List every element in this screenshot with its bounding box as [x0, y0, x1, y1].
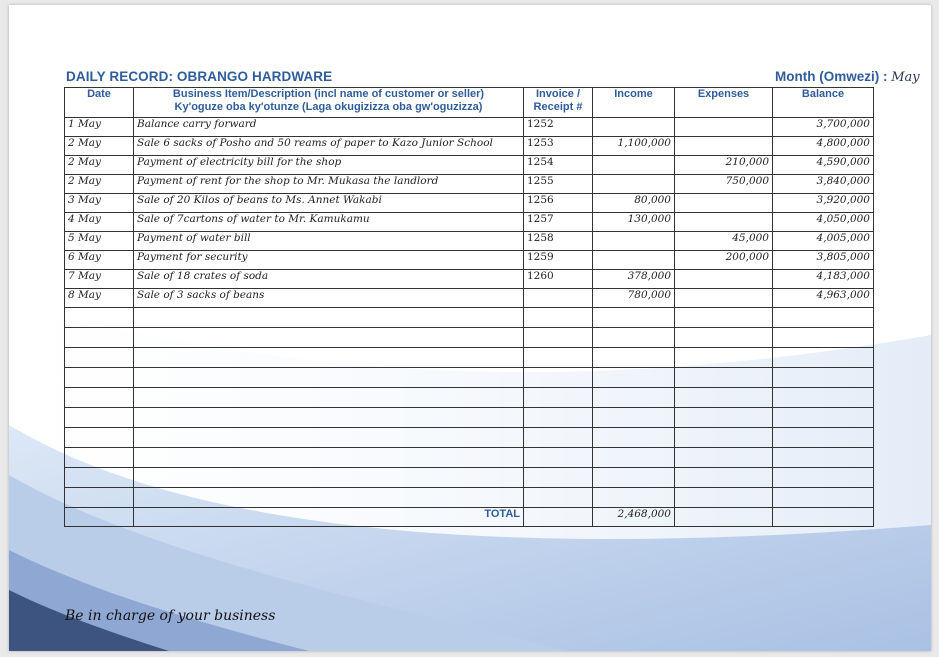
table-row [65, 251, 874, 270]
income-cell [593, 232, 675, 251]
column-header-description [134, 88, 524, 118]
month-value: May [891, 70, 920, 85]
empty-cell [593, 488, 675, 508]
empty-cell [65, 448, 134, 468]
empty-cell [134, 368, 524, 388]
empty-cell [134, 448, 524, 468]
income-cell [593, 175, 675, 194]
expenses-cell [675, 289, 773, 308]
table-row [65, 194, 874, 213]
expenses-cell [675, 194, 773, 213]
empty-table-row [65, 308, 874, 328]
empty-cell [134, 488, 524, 508]
description-cell: Sale 6 sacks of Posho and 50 reams of paper to Kazo Junior School [134, 137, 524, 156]
description-cell: Sale of 20 Kilos of beans to Ms. Annet Wakabi [134, 194, 524, 213]
expenses-cell [675, 118, 773, 137]
empty-cell [134, 328, 524, 348]
total-row [65, 508, 874, 527]
expenses-cell [675, 137, 773, 156]
invoice-cell: 1259 [524, 251, 593, 270]
expenses-cell: 210,000 [675, 156, 773, 175]
description-header-luganda: Ky'oguze oba ky'otunze (Laga okugizizza oba gw'oguzizza) [174, 101, 483, 113]
total-label: TOTAL [134, 508, 524, 527]
date-cell: 2 May [65, 137, 134, 156]
empty-cell [134, 348, 524, 368]
empty-cell [593, 368, 675, 388]
empty-cell [65, 348, 134, 368]
balance-cell: 4,590,000 [773, 156, 874, 175]
empty-cell [593, 388, 675, 408]
empty-table-row [65, 328, 874, 348]
description-cell: Payment of water bill [134, 232, 524, 251]
empty-cell [593, 428, 675, 448]
description-cell: Payment of electricity bill for the shop [134, 156, 524, 175]
empty-cell [524, 468, 593, 488]
invoice-cell [524, 289, 593, 308]
income-cell [593, 251, 675, 270]
balance-cell: 4,800,000 [773, 137, 874, 156]
empty-cell [524, 308, 593, 328]
empty-cell [675, 348, 773, 368]
total-balance-cell [773, 508, 874, 527]
date-cell: 5 May [65, 232, 134, 251]
month-field [691, 69, 931, 85]
empty-table-row [65, 448, 874, 468]
empty-cell [675, 468, 773, 488]
total-expenses-cell [675, 508, 773, 527]
invoice-header-line1: Invoice / [535, 88, 581, 100]
balance-cell: 3,805,000 [773, 251, 874, 270]
column-header-invoice [524, 88, 593, 118]
empty-cell [773, 388, 874, 408]
empty-cell [773, 368, 874, 388]
description-cell: Sale of 7cartons of water to Mr. Kamukamu [134, 213, 524, 232]
total-empty-cell [65, 508, 134, 527]
invoice-cell: 1253 [524, 137, 593, 156]
empty-cell [524, 488, 593, 508]
empty-cell [675, 428, 773, 448]
footer-tagline: Be in charge of your business [65, 608, 276, 624]
table-row [65, 118, 874, 137]
invoice-cell: 1256 [524, 194, 593, 213]
empty-cell [593, 468, 675, 488]
empty-table-row [65, 488, 874, 508]
description-cell: Sale of 18 crates of soda [134, 270, 524, 289]
expenses-cell [675, 213, 773, 232]
empty-cell [524, 448, 593, 468]
expenses-cell: 750,000 [675, 175, 773, 194]
date-cell: 2 May [65, 156, 134, 175]
empty-cell [773, 408, 874, 428]
expenses-cell [675, 270, 773, 289]
balance-cell: 3,840,000 [773, 175, 874, 194]
month-label: Month (Omwezi) : [775, 69, 888, 84]
total-invoice-cell [524, 508, 593, 527]
empty-cell [675, 488, 773, 508]
empty-cell [524, 328, 593, 348]
empty-table-row [65, 408, 874, 428]
description-cell: Payment of rent for the shop to Mr. Mukasa the landlord [134, 175, 524, 194]
income-cell [593, 118, 675, 137]
empty-cell [773, 328, 874, 348]
empty-cell [773, 468, 874, 488]
table-row [65, 289, 874, 308]
balance-cell: 4,005,000 [773, 232, 874, 251]
empty-table-row [65, 428, 874, 448]
description-cell: Balance carry forward [134, 118, 524, 137]
empty-table-row [65, 368, 874, 388]
empty-cell [773, 448, 874, 468]
invoice-cell: 1258 [524, 232, 593, 251]
empty-cell [65, 468, 134, 488]
column-header-balance: Balance [773, 88, 874, 118]
empty-cell [675, 368, 773, 388]
date-cell: 2 May [65, 175, 134, 194]
column-header-expenses: Expenses [675, 88, 773, 118]
empty-cell [65, 368, 134, 388]
empty-cell [524, 348, 593, 368]
table-row [65, 137, 874, 156]
description-cell: Sale of 3 sacks of beans [134, 289, 524, 308]
balance-cell: 4,050,000 [773, 213, 874, 232]
empty-cell [65, 388, 134, 408]
empty-cell [675, 308, 773, 328]
table-row [65, 270, 874, 289]
empty-table-row [65, 468, 874, 488]
empty-cell [134, 308, 524, 328]
empty-cell [593, 348, 675, 368]
invoice-cell: 1257 [524, 213, 593, 232]
date-cell: 8 May [65, 289, 134, 308]
empty-cell [593, 308, 675, 328]
empty-cell [773, 308, 874, 328]
empty-cell [65, 428, 134, 448]
income-cell: 1,100,000 [593, 137, 675, 156]
empty-cell [134, 428, 524, 448]
invoice-cell: 1260 [524, 270, 593, 289]
date-cell: 1 May [65, 118, 134, 137]
empty-cell [593, 448, 675, 468]
total-income: 2,468,000 [593, 508, 675, 527]
date-cell: 6 May [65, 251, 134, 270]
empty-table-row [65, 348, 874, 368]
empty-cell [593, 408, 675, 428]
empty-cell [524, 368, 593, 388]
table-header-row [65, 88, 874, 118]
document-title: DAILY RECORD: OBRANGO HARDWARE [66, 69, 333, 84]
empty-cell [65, 308, 134, 328]
expenses-cell: 200,000 [675, 251, 773, 270]
balance-cell: 4,183,000 [773, 270, 874, 289]
column-header-date: Date [65, 88, 134, 118]
balance-cell: 3,920,000 [773, 194, 874, 213]
income-cell: 378,000 [593, 270, 675, 289]
ledger-body [65, 118, 874, 508]
empty-cell [65, 408, 134, 428]
ledger-table [64, 87, 874, 527]
empty-cell [524, 408, 593, 428]
empty-cell [134, 468, 524, 488]
table-row [65, 175, 874, 194]
ledger-page [9, 5, 931, 651]
empty-cell [675, 408, 773, 428]
invoice-cell: 1255 [524, 175, 593, 194]
empty-cell [134, 388, 524, 408]
empty-cell [773, 488, 874, 508]
balance-cell: 4,963,000 [773, 289, 874, 308]
date-cell: 4 May [65, 213, 134, 232]
table-row [65, 156, 874, 175]
empty-cell [773, 428, 874, 448]
description-header-english: Business Item/Description (incl name of customer or seller) [172, 88, 485, 100]
balance-cell: 3,700,000 [773, 118, 874, 137]
empty-cell [524, 388, 593, 408]
income-cell: 130,000 [593, 213, 675, 232]
description-cell: Payment for security [134, 251, 524, 270]
empty-cell [593, 328, 675, 348]
date-cell: 3 May [65, 194, 134, 213]
empty-cell [65, 488, 134, 508]
empty-cell [524, 428, 593, 448]
expenses-cell: 45,000 [675, 232, 773, 251]
income-cell [593, 156, 675, 175]
column-header-income: Income [593, 88, 675, 118]
income-cell: 780,000 [593, 289, 675, 308]
empty-cell [65, 328, 134, 348]
empty-cell [773, 348, 874, 368]
date-cell: 7 May [65, 270, 134, 289]
invoice-cell: 1254 [524, 156, 593, 175]
empty-table-row [65, 388, 874, 408]
empty-cell [675, 328, 773, 348]
invoice-cell: 1252 [524, 118, 593, 137]
income-cell: 80,000 [593, 194, 675, 213]
table-row [65, 232, 874, 251]
table-row [65, 213, 874, 232]
empty-cell [134, 408, 524, 428]
invoice-header-line2: Receipt # [533, 101, 583, 113]
empty-cell [675, 388, 773, 408]
empty-cell [675, 448, 773, 468]
